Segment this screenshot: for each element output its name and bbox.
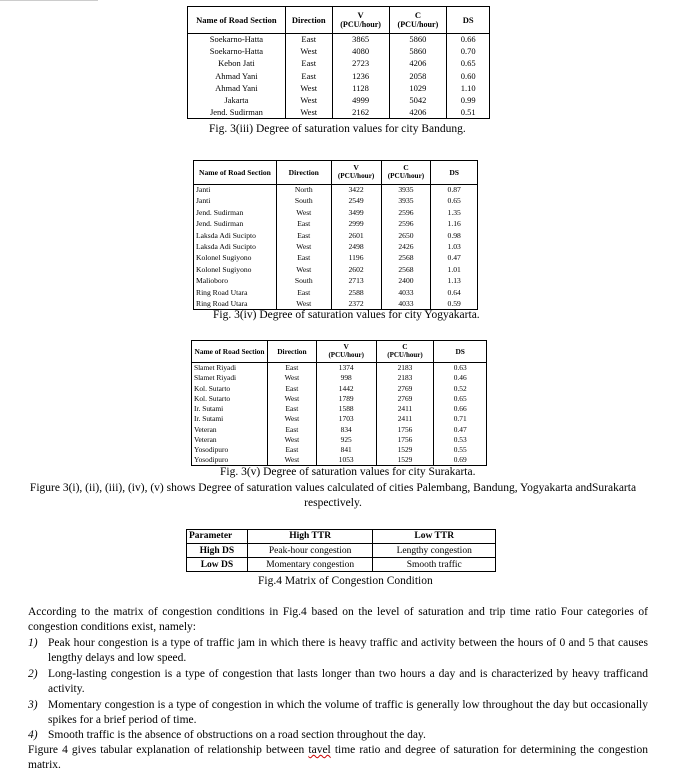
cell-c: 2183 [376, 373, 434, 383]
cell-road-section: Laksda Adi Sucipto [194, 241, 277, 252]
cell-ds: 0.69 [434, 455, 487, 465]
cell-direction: North [276, 185, 331, 196]
cell-v: 834 [316, 424, 376, 434]
cell-c: 1756 [376, 424, 434, 434]
list-number: 2) [28, 668, 38, 680]
cell-v: 2498 [331, 241, 381, 252]
cell-ds: 0.55 [434, 445, 487, 455]
cell-direction: West [285, 107, 332, 119]
cell-direction: West [267, 393, 316, 403]
cell-ds: 0.53 [434, 435, 487, 445]
cell-c: 3935 [381, 196, 431, 207]
cell-v: 2602 [331, 264, 381, 275]
table-row [194, 207, 478, 218]
cell-road-section: Slamet Riyadi [192, 373, 268, 383]
cell-direction: East [285, 34, 332, 46]
list-text: Momentary congestion is a type of congestion in which the volume of traffic is generally low throughout the day but occasionally spikes for a brief period of time. [48, 699, 648, 726]
cell-v: 1128 [332, 82, 389, 94]
cell-v: 841 [316, 445, 376, 455]
cell-v: 1789 [316, 393, 376, 403]
cell-ds: 1.10 [447, 82, 490, 94]
cell-road-section: Ahmad Yani [188, 82, 286, 94]
row-high-ds: High DS [187, 544, 248, 558]
list-number: 4) [28, 729, 38, 741]
cell-v: 3865 [332, 34, 389, 46]
misspelled-word: tavel [308, 744, 331, 756]
cell-v: 2549 [331, 196, 381, 207]
cell-c: 1029 [389, 82, 447, 94]
cell-c: 5042 [389, 94, 447, 106]
cell-road-section: Laksda Adi Sucipto [194, 230, 277, 241]
cell-c: 2058 [389, 70, 447, 82]
table-row [192, 393, 487, 403]
table-bandung [187, 6, 490, 119]
cell-road-section: Jakarta [188, 94, 286, 106]
cell-road-section: Janti [194, 196, 277, 207]
cell-ds: 0.47 [434, 424, 487, 434]
cell-ds: 0.60 [447, 70, 490, 82]
cell-c: 2183 [376, 363, 434, 373]
cell-direction: West [267, 373, 316, 383]
cell-c: 5860 [389, 34, 447, 46]
cell-ds: 0.46 [434, 373, 487, 383]
table-row [192, 424, 487, 434]
cell-v: 3499 [331, 207, 381, 218]
table-row [192, 373, 487, 383]
table-row [194, 287, 478, 298]
table-row [188, 107, 490, 119]
cell-ds: 0.52 [434, 383, 487, 393]
list-text: Peak hour congestion is a type of traffic jam in which there is heavy traffic and activity between the hours of 0 and 5 that causes lengthy delays and low speed. [48, 637, 648, 664]
col-c: C (PCU/hour) [376, 341, 434, 363]
cell-c: 4033 [381, 298, 431, 309]
cell-road-section: Ring Road Utara [194, 287, 277, 298]
table-row [194, 264, 478, 275]
table-surakarta [191, 340, 487, 466]
cell-direction: West [285, 82, 332, 94]
cell-ds: 0.71 [434, 414, 487, 424]
cell-road-section: Soekarno-Hatta [188, 34, 286, 46]
cell-direction: East [276, 253, 331, 264]
intro-paragraph: According to the matrix of congestion conditions in Fig.4 based on the level of saturation and trip time ratio Four categories of congestion conditions exist, namely: [28, 606, 648, 633]
table-row [188, 58, 490, 70]
cell-direction: West [276, 207, 331, 218]
fig3-summary: Figure 3(i), (ii), (iii), (iv), (v) shows Degree of saturation values calculated of cities Palembang, Bandung, Yogyakarta andSurakarta respectively. [29, 482, 637, 509]
cell-v: 1053 [316, 455, 376, 465]
caption-fig3-iii: Fig. 3(iii) Degree of saturation values for city Bandung. [209, 123, 466, 135]
cell-c: 1529 [376, 445, 434, 455]
table-congestion-matrix [186, 529, 496, 572]
table-row [188, 94, 490, 106]
col-direction: Direction [276, 161, 331, 185]
cell-v: 1196 [331, 253, 381, 264]
cell-direction: East [285, 58, 332, 70]
cell-c: 2400 [381, 276, 431, 287]
cell-direction: East [267, 445, 316, 455]
col-road-section: Name of Road Section [192, 341, 268, 363]
cell-v: 3422 [331, 185, 381, 196]
caption-fig4: Fig.4 Matrix of Congestion Condition [258, 575, 433, 587]
cell-v: 1442 [316, 383, 376, 393]
col-ds: DS [434, 341, 487, 363]
cell-ds: 0.99 [447, 94, 490, 106]
cell-direction: East [267, 424, 316, 434]
cell-road-section: Kol. Sutarto [192, 393, 268, 403]
page-top-rule [0, 0, 98, 1]
col-road-section: Name of Road Section [194, 161, 277, 185]
cell-direction: West [267, 414, 316, 424]
col-c: C (PCU/hour) [381, 161, 431, 185]
closing-paragraph: Figure 4 gives tabular explanation of relationship between tavel time ratio and degree of saturation for determining the congestion matrix. [28, 744, 649, 771]
cell-c: 2769 [376, 393, 434, 403]
cell-c: 2769 [376, 383, 434, 393]
cell-ds: 0.65 [434, 393, 487, 403]
cell-road-section: Ahmad Yani [188, 70, 286, 82]
cell-c: 2596 [381, 207, 431, 218]
cell-direction: East [276, 230, 331, 241]
table-row [192, 455, 487, 465]
cell-c: 2596 [381, 219, 431, 230]
cell-ds: 1.03 [431, 241, 478, 252]
cell-v: 2999 [331, 219, 381, 230]
col-direction: Direction [267, 341, 316, 363]
list-item [28, 667, 648, 697]
cell-road-section: Ir. Sutami [192, 404, 268, 414]
table-row [192, 363, 487, 373]
cell-c: 2650 [381, 230, 431, 241]
cell-ds: 0.87 [431, 185, 478, 196]
cell-c: 2568 [381, 264, 431, 275]
table-row [192, 445, 487, 455]
col-c: C (PCU/hour) [389, 7, 447, 34]
cell-c: 3935 [381, 185, 431, 196]
cell-c: 4206 [389, 107, 447, 119]
cell-road-section: Jend. Sudirman [194, 219, 277, 230]
cell-ds: 0.64 [431, 287, 478, 298]
cell-ds: 1.35 [431, 207, 478, 218]
table-row [188, 82, 490, 94]
list-text: Smooth traffic is the absence of obstructions on a road section throughout the day. [48, 729, 426, 741]
cell-v: 1588 [316, 404, 376, 414]
table-row [194, 230, 478, 241]
cell-ds: 0.66 [447, 34, 490, 46]
cell-road-section: Kol. Sutarto [192, 383, 268, 393]
cell-ds: 0.51 [447, 107, 490, 119]
cell-smooth: Smooth traffic [373, 558, 496, 572]
col-v: V (PCU/hour) [331, 161, 381, 185]
cell-v: 2723 [332, 58, 389, 70]
cell-v: 4080 [332, 46, 389, 58]
cell-direction: East [285, 70, 332, 82]
cell-road-section: Veteran [192, 424, 268, 434]
cell-peak-hour: Peak-hour congestion [247, 544, 373, 558]
cell-road-section: Kolonel Sugiyono [194, 253, 277, 264]
cell-c: 2426 [381, 241, 431, 252]
table-row [194, 241, 478, 252]
cell-road-section: Veteran [192, 435, 268, 445]
col-low-ttr: Low TTR [373, 530, 496, 544]
cell-ds: 1.01 [431, 264, 478, 275]
table-row [194, 276, 478, 287]
cell-direction: East [267, 383, 316, 393]
cell-v: 1236 [332, 70, 389, 82]
cell-v: 998 [316, 373, 376, 383]
table-row [192, 404, 487, 414]
cell-direction: South [276, 196, 331, 207]
cell-ds: 0.70 [447, 46, 490, 58]
table-row [194, 253, 478, 264]
table-row [192, 414, 487, 424]
cell-v: 2162 [332, 107, 389, 119]
cell-direction: West [267, 435, 316, 445]
cell-c: 4033 [381, 287, 431, 298]
cell-v: 2601 [331, 230, 381, 241]
cell-direction: South [276, 276, 331, 287]
table-row [192, 383, 487, 393]
cell-v: 1374 [316, 363, 376, 373]
list-item [28, 636, 648, 666]
table-row [194, 185, 478, 196]
cell-direction: West [267, 455, 316, 465]
list-number: 1) [28, 637, 38, 649]
list-item [28, 698, 648, 728]
caption-fig3-v: Fig. 3(v) Degree of saturation values for city Surakarta. [220, 466, 476, 478]
cell-direction: West [276, 241, 331, 252]
cell-ds: 1.13 [431, 276, 478, 287]
cell-ds: 0.63 [434, 363, 487, 373]
cell-ds: 0.47 [431, 253, 478, 264]
cell-c: 4206 [389, 58, 447, 70]
cell-ds: 0.65 [431, 196, 478, 207]
table-row [188, 46, 490, 58]
cell-ds: 0.65 [447, 58, 490, 70]
cell-direction: East [267, 404, 316, 414]
cell-direction: East [267, 363, 316, 373]
cell-c: 5860 [389, 46, 447, 58]
table-yogyakarta [193, 160, 478, 310]
cell-ds: 1.16 [431, 219, 478, 230]
col-ds: DS [447, 7, 490, 34]
cell-road-section: Kebon Jati [188, 58, 286, 70]
col-high-ttr: High TTR [247, 530, 373, 544]
table-row [194, 219, 478, 230]
cell-c: 2568 [381, 253, 431, 264]
table-row [194, 196, 478, 207]
list-number: 3) [28, 699, 38, 711]
list-item [28, 728, 648, 743]
cell-road-section: Jend. Sudirman [188, 107, 286, 119]
caption-fig3-iv: Fig. 3(iv) Degree of saturation values for city Yogyakarta. [213, 309, 480, 321]
table-row [188, 70, 490, 82]
cell-ds: 0.98 [431, 230, 478, 241]
cell-ds: 0.66 [434, 404, 487, 414]
cell-v: 2372 [331, 298, 381, 309]
cell-momentary: Momentary congestion [247, 558, 373, 572]
cell-road-section: Janti [194, 185, 277, 196]
cell-v: 2588 [331, 287, 381, 298]
cell-direction: West [276, 298, 331, 309]
col-ds: DS [431, 161, 478, 185]
cell-direction: West [285, 94, 332, 106]
cell-road-section: Soekarno-Hatta [188, 46, 286, 58]
cell-direction: East [276, 287, 331, 298]
col-v: V (PCU/hour) [332, 7, 389, 34]
cell-lengthy: Lengthy congestion [373, 544, 496, 558]
row-low-ds: Low DS [187, 558, 248, 572]
cell-road-section: Jend. Sudirman [194, 207, 277, 218]
cell-c: 2411 [376, 404, 434, 414]
cell-ds: 0.59 [431, 298, 478, 309]
cell-c: 1529 [376, 455, 434, 465]
cell-v: 1703 [316, 414, 376, 424]
cell-v: 4999 [332, 94, 389, 106]
cell-direction: West [285, 46, 332, 58]
cell-road-section: Slamet Riyadi [192, 363, 268, 373]
table-row [192, 435, 487, 445]
cell-road-section: Ir. Sutami [192, 414, 268, 424]
cell-road-section: Yosodipuro [192, 455, 268, 465]
cell-direction: East [276, 219, 331, 230]
cell-road-section: Yosodipuro [192, 445, 268, 455]
cell-c: 2411 [376, 414, 434, 424]
col-road-section: Name of Road Section [188, 7, 286, 34]
cell-v: 2713 [331, 276, 381, 287]
cell-c: 1756 [376, 435, 434, 445]
col-direction: Direction [285, 7, 332, 34]
list-text: Long-lasting congestion is a type of congestion that lasts longer than two hours a day and is characterized by heavy trafficand activity. [48, 668, 648, 695]
cell-direction: West [276, 264, 331, 275]
col-v: V (PCU/hour) [316, 341, 376, 363]
cell-road-section: Kolonel Sugiyono [194, 264, 277, 275]
cell-road-section: Malioboro [194, 276, 277, 287]
table-row [188, 34, 490, 46]
cell-road-section: Ring Road Utara [194, 298, 277, 309]
cell-v: 925 [316, 435, 376, 445]
col-parameter: Parameter [187, 530, 248, 544]
